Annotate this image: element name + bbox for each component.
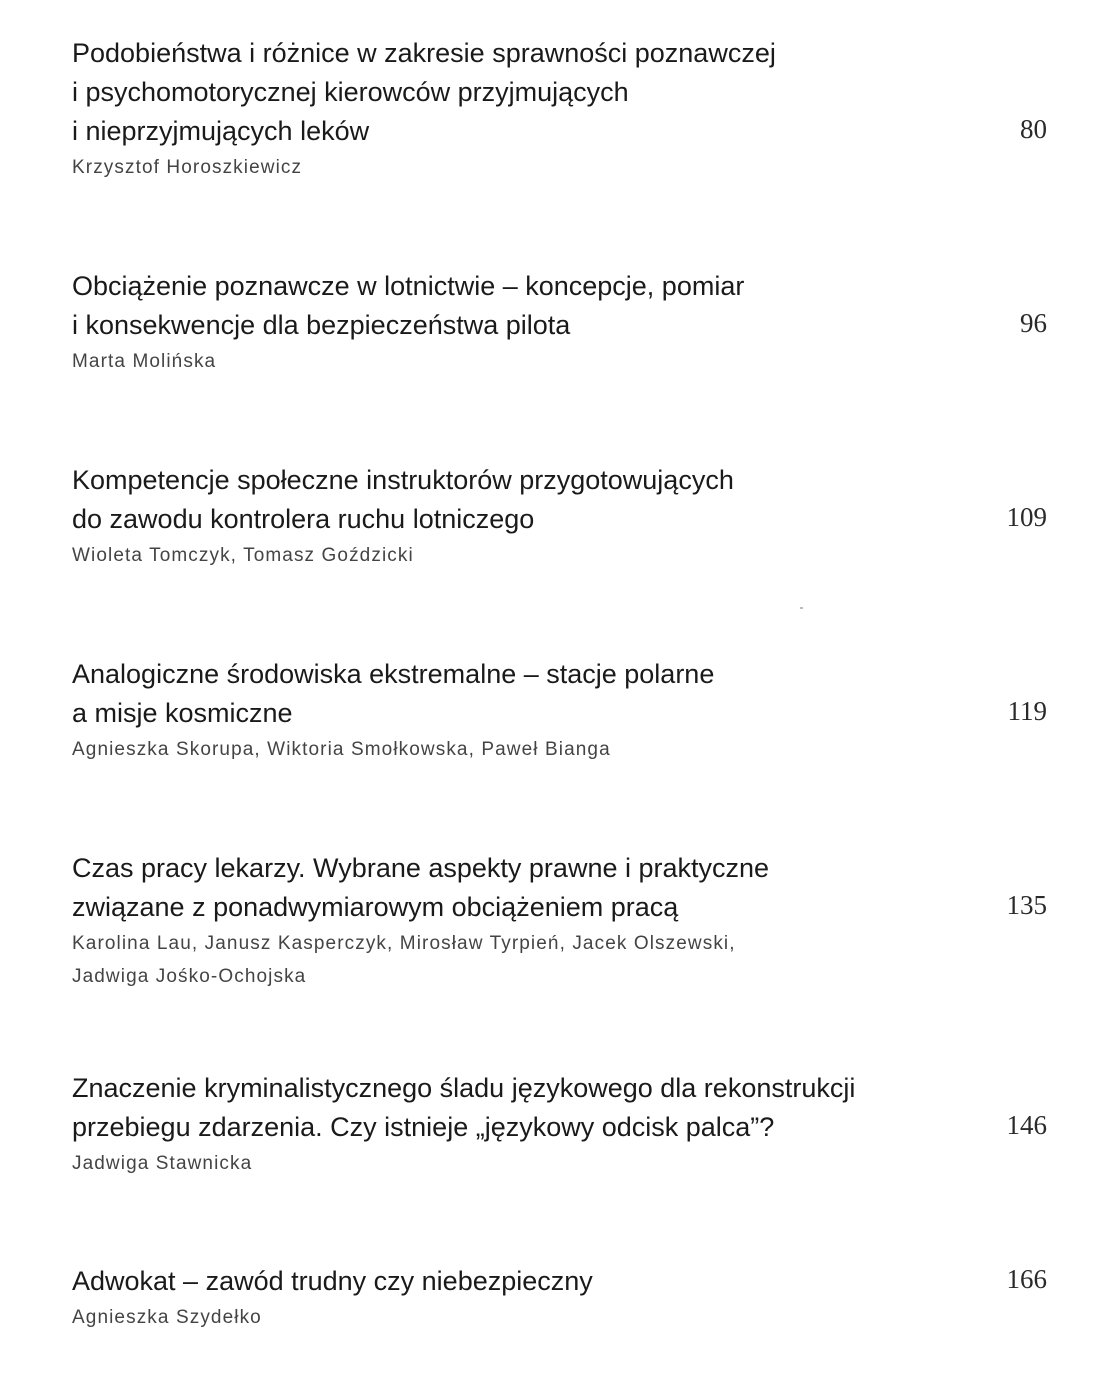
entry-title: Obciążenie poznawcze w lotnictwie – koncepcje, pomiar i konsekwencje dla bezpieczeństwa pilota	[72, 271, 745, 340]
page-number: 80	[1020, 114, 1047, 144]
entry-title: Kompetencje społeczne instruktorów przygotowujących do zawodu kontrolera ruchu lotniczego	[72, 465, 734, 534]
entry-title: Podobieństwa i różnice w zakresie sprawności poznawczej i psychomotorycznej kierowców przyjmujących i nieprzyjmujących leków	[72, 38, 776, 146]
page-number: 135	[1006, 890, 1047, 920]
entry-title: Adwokat – zawód trudny czy niebezpieczny	[72, 1266, 593, 1296]
toc-title-row	[72, 267, 1047, 345]
toc-title-row	[72, 34, 1047, 151]
toc-entry	[72, 267, 1047, 378]
toc-title-row	[72, 849, 1047, 927]
entry-authors: Marta Molińska	[72, 351, 217, 372]
entry-title: Czas pracy lekarzy. Wybrane aspekty prawne i praktyczne związane z ponadwymiarowym obciążeniem pracą	[72, 853, 770, 922]
toc-entry	[72, 849, 1047, 993]
toc-title-row	[72, 655, 1047, 733]
entry-authors: Krzysztof Horoszkiewicz	[72, 157, 303, 178]
entry-title: Znaczenie kryminalistycznego śladu językowego dla rekonstrukcji przebiegu zdarzenia. Czy istnieje „językowy odcisk palca”?	[72, 1073, 856, 1142]
page-number: 146	[1006, 1110, 1047, 1140]
page-number: 96	[1020, 308, 1047, 338]
toc-title-row	[72, 1069, 1047, 1147]
toc-title-row	[72, 1262, 1047, 1301]
toc-entry	[72, 1069, 1047, 1180]
entry-authors: Karolina Lau, Janusz Kasperczyk, Mirosław Tyrpień, Jacek Olszewski, Jadwiga Jośko-Ochojska	[72, 933, 736, 987]
toc-title-row	[72, 461, 1047, 539]
page-number: 109	[1006, 502, 1047, 532]
toc-entry	[72, 34, 1047, 184]
toc-entry	[72, 1262, 1047, 1334]
entry-authors: Wioleta Tomczyk, Tomasz Goździcki	[72, 545, 414, 566]
toc-entry	[72, 655, 1047, 766]
scan-speck	[800, 607, 803, 609]
entry-title: Analogiczne środowiska ekstremalne – stacje polarne a misje kosmiczne	[72, 659, 715, 728]
entry-authors: Agnieszka Szydełko	[72, 1307, 262, 1328]
entry-authors: Jadwiga Stawnicka	[72, 1153, 253, 1174]
page-number: 166	[1006, 1264, 1047, 1294]
entry-authors: Agnieszka Skorupa, Wiktoria Smołkowska, Paweł Bianga	[72, 739, 611, 760]
toc-entry	[72, 461, 1047, 572]
page-number: 119	[1007, 696, 1047, 726]
